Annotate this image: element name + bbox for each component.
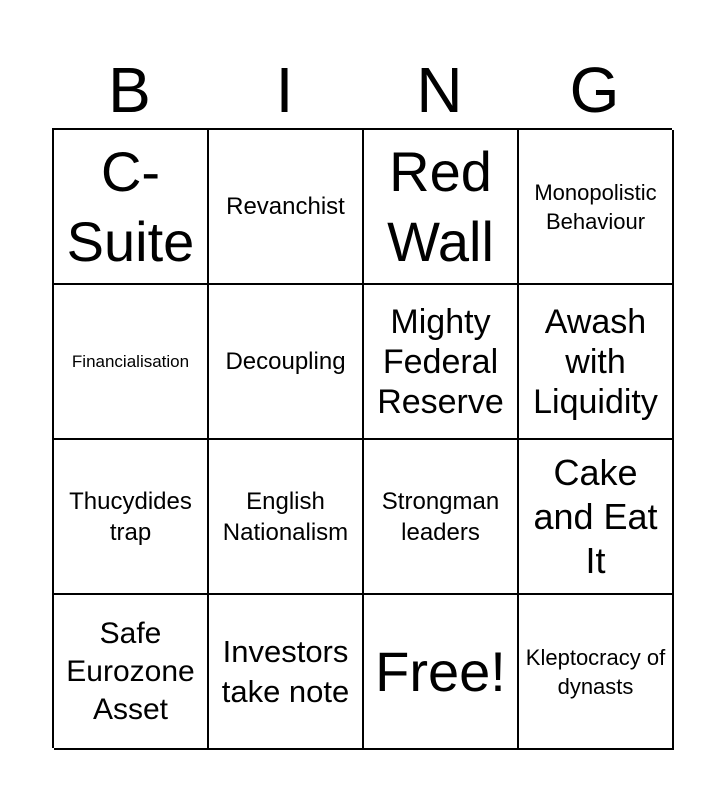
header-letter-n: N xyxy=(416,54,463,126)
cell-text: Mighty Federal Reserve xyxy=(377,302,504,421)
bingo-cell[interactable] xyxy=(209,130,364,285)
bingo-cell[interactable] xyxy=(54,285,209,440)
cell-text: Investors take note xyxy=(221,633,350,709)
bingo-cell[interactable] xyxy=(54,595,209,750)
bingo-cell[interactable] xyxy=(519,130,674,285)
bingo-cell[interactable] xyxy=(519,595,674,750)
header-letter-g: G xyxy=(569,54,620,126)
cell-text: Revanchist xyxy=(226,193,345,220)
bingo-cell[interactable] xyxy=(209,440,364,595)
bingo-cell[interactable] xyxy=(364,285,519,440)
cell-text: C-Suite xyxy=(66,139,195,273)
bingo-cell[interactable] xyxy=(54,130,209,285)
bingo-cell[interactable] xyxy=(209,595,364,750)
bingo-cell[interactable] xyxy=(519,440,674,595)
bingo-cell[interactable] xyxy=(209,285,364,440)
cell-text: Strongman leaders xyxy=(381,487,500,546)
cell-text: English Nationalism xyxy=(222,487,349,546)
bingo-header xyxy=(52,52,672,128)
header-letter-b: B xyxy=(108,54,151,126)
cell-text: Cake and Eat It xyxy=(533,451,658,581)
cell-text: Awash with Liquidity xyxy=(533,302,658,421)
bingo-grid xyxy=(52,128,672,748)
bingo-cell[interactable] xyxy=(364,130,519,285)
cell-text: Red Wall xyxy=(387,139,494,273)
cell-text: Monopolistic Behaviour xyxy=(534,179,657,234)
cell-text: Thucydides trap xyxy=(69,487,192,546)
free-space-cell[interactable] xyxy=(364,595,519,750)
cell-text: Kleptocracy of dynasts xyxy=(525,644,666,699)
bingo-cell[interactable] xyxy=(364,440,519,595)
bingo-cell[interactable] xyxy=(519,285,674,440)
bingo-cell[interactable] xyxy=(54,440,209,595)
cell-text: Decoupling xyxy=(225,348,346,375)
cell-text: Safe Eurozone Asset xyxy=(66,616,195,726)
free-space-text: Free! xyxy=(375,639,506,703)
header-letter-i: I xyxy=(275,54,294,126)
cell-text: Financialisation xyxy=(71,351,190,371)
